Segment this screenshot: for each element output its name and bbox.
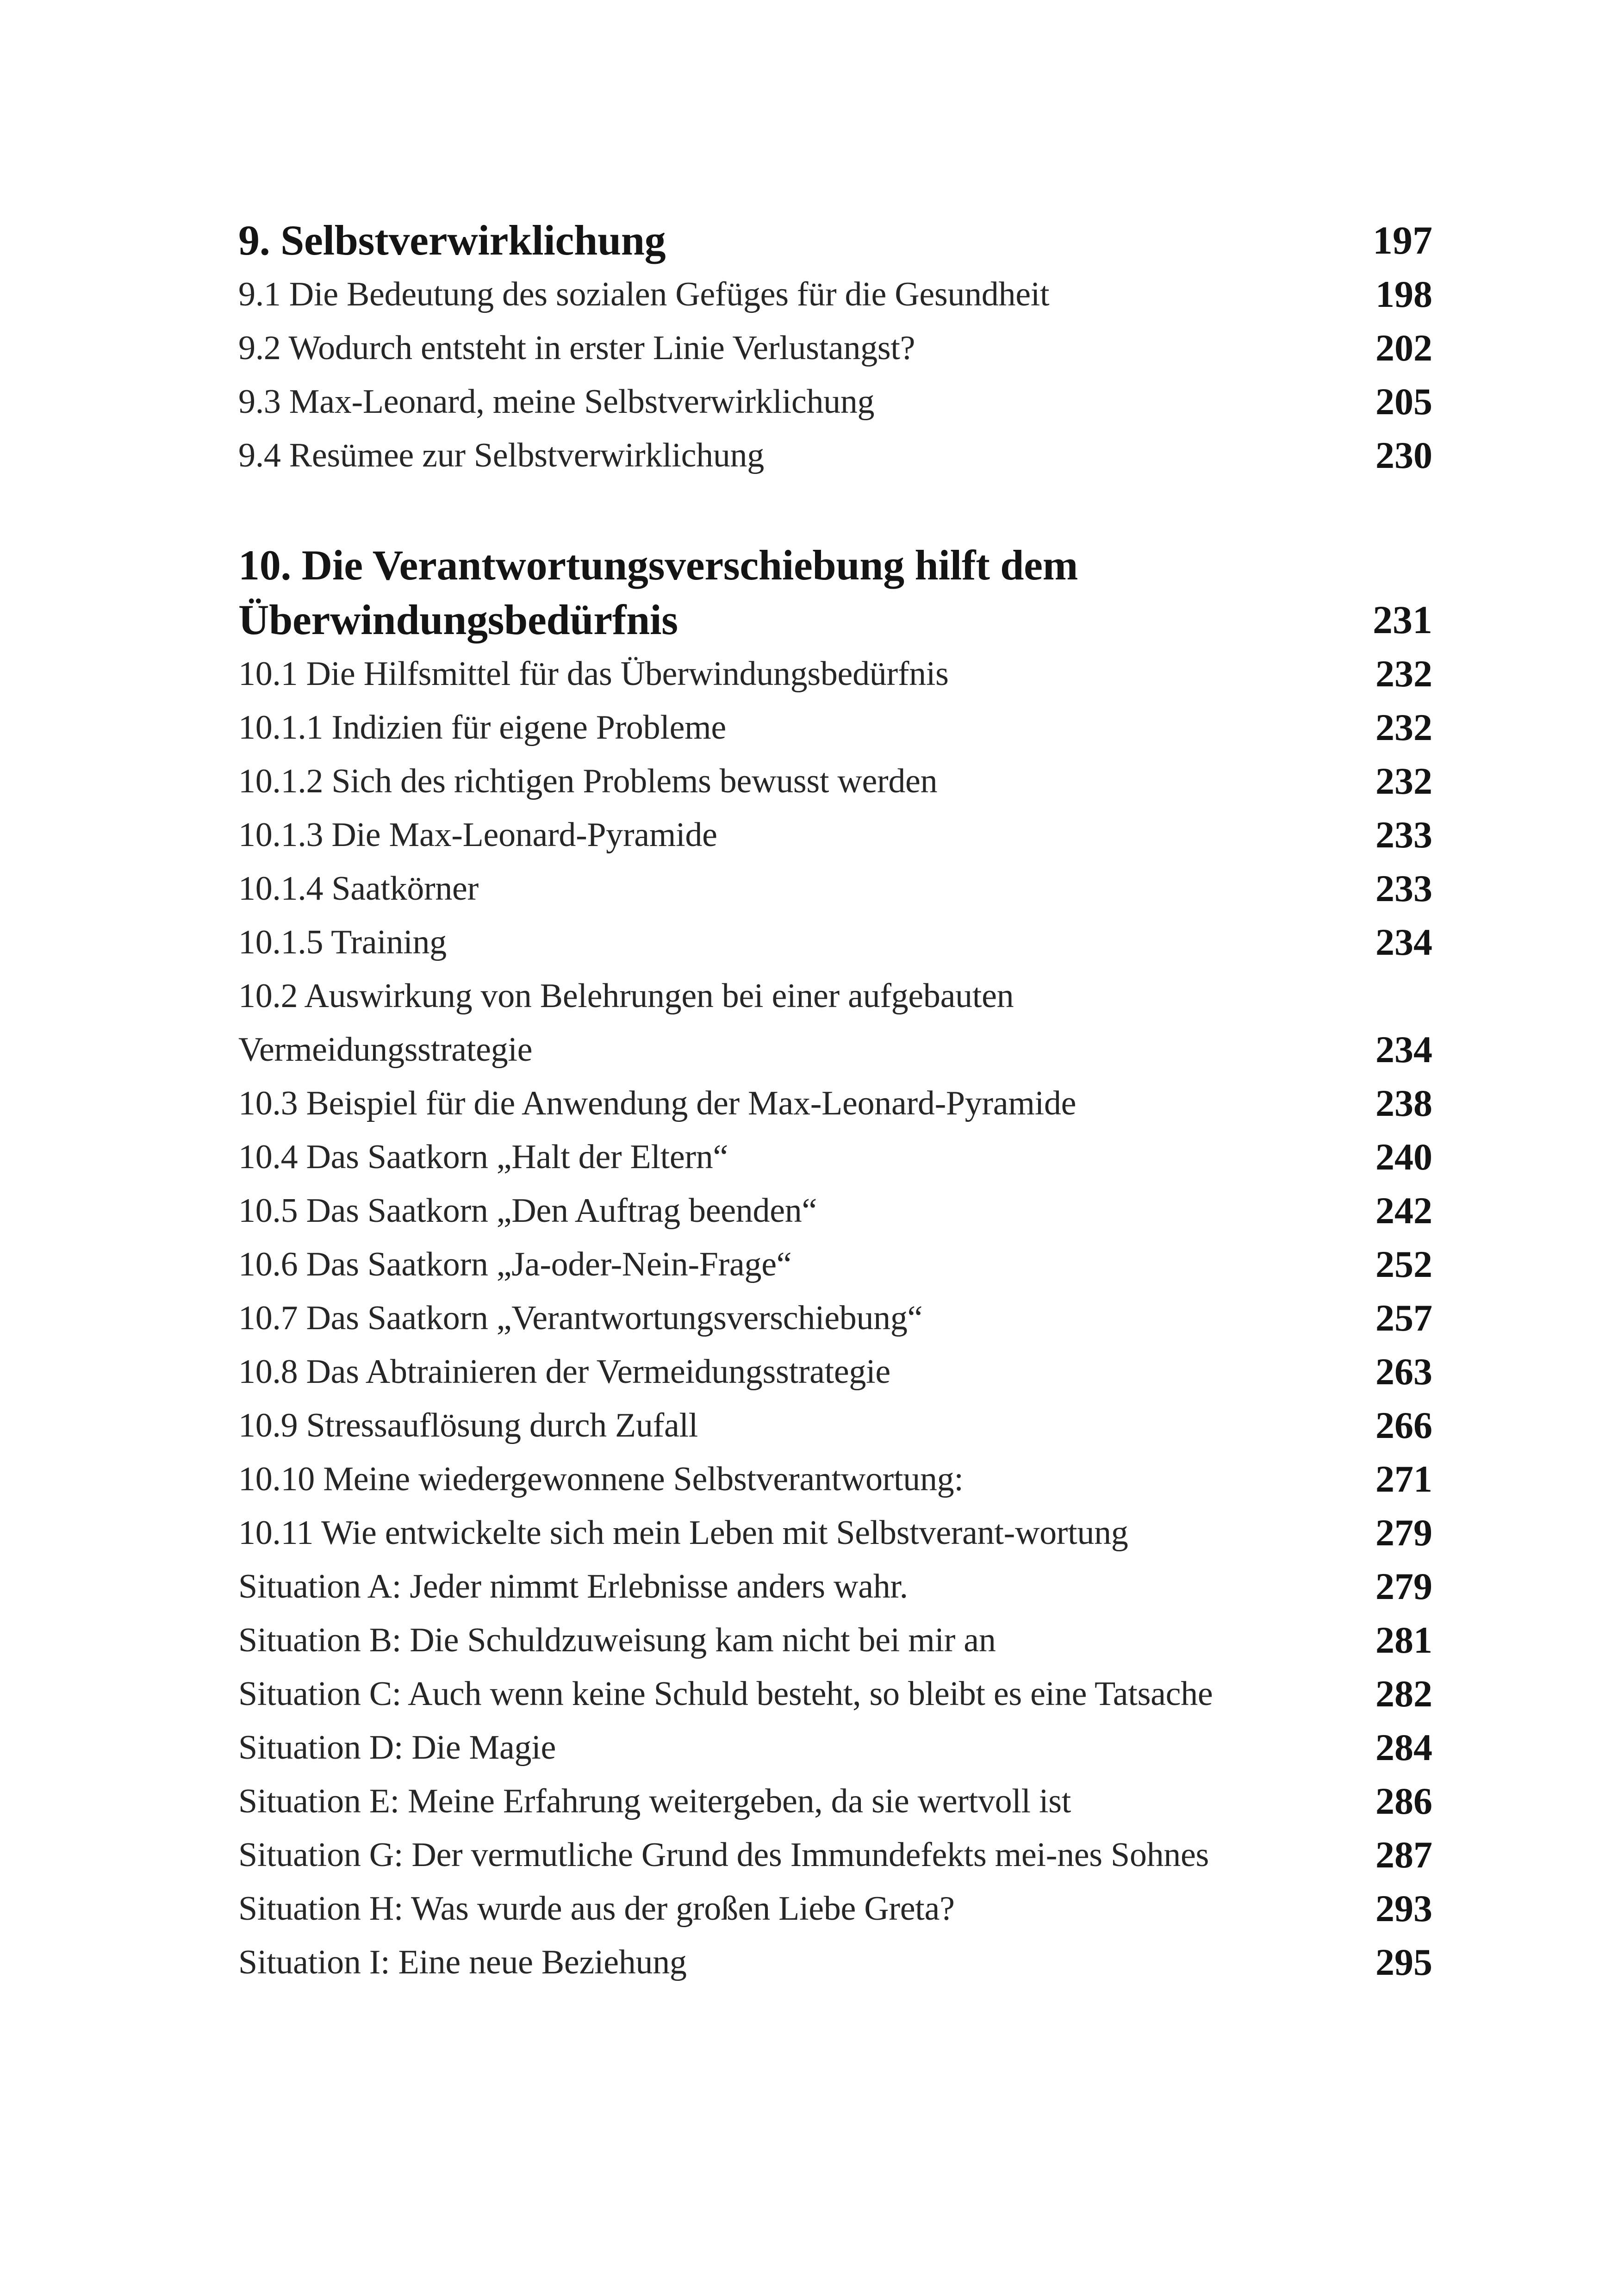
page-number: 233 — [1375, 867, 1432, 909]
page-number: 295 — [1375, 1941, 1432, 1983]
entry-title: 10.1 Die Hilfsmittel für das Überwindungsbedürfnis — [238, 655, 949, 693]
entry-title: 10.8 Das Abtrainieren der Vermeidungsstrategie — [238, 1353, 890, 1391]
page-number: 279 — [1375, 1565, 1432, 1607]
page-number: 233 — [1375, 814, 1432, 856]
entry-title: 10.10 Meine wiedergewonnene Selbstverantwortung: — [238, 1460, 964, 1498]
entry-title: 10.1.2 Sich des richtigen Problems bewusst werden — [238, 762, 938, 800]
page-number: 257 — [1375, 1297, 1432, 1339]
page-number: 205 — [1375, 380, 1432, 423]
page-number: 238 — [1375, 1082, 1432, 1124]
page-number: 284 — [1375, 1726, 1432, 1768]
page-number: 286 — [1375, 1780, 1432, 1822]
page-number: 232 — [1375, 760, 1432, 802]
page-number: 293 — [1375, 1887, 1432, 1929]
toc-entry-line-1[interactable] — [238, 969, 1432, 1023]
toc-entry[interactable] — [238, 1184, 1432, 1238]
entry-title: 9.4 Resümee zur Selbstverwirklichung — [238, 436, 764, 474]
entry-title: 10.5 Das Saatkorn „Den Auftrag beenden“ — [238, 1192, 817, 1230]
entry-title: Vermeidungsstrategie — [238, 1031, 533, 1069]
entry-title: 10.1.1 Indizien für eigene Probleme — [238, 709, 726, 747]
entry-title: 10.3 Beispiel für die Anwendung der Max-Leonard-Pyramide — [238, 1084, 1077, 1122]
toc-entry[interactable] — [238, 1935, 1432, 1989]
chapter-heading-9[interactable] — [238, 213, 1432, 268]
entry-title: 9.2 Wodurch entsteht in erster Linie Verlustangst? — [238, 329, 915, 367]
toc-entry[interactable] — [238, 1721, 1432, 1774]
page-number: 263 — [1375, 1350, 1432, 1393]
page-number: 266 — [1375, 1404, 1432, 1446]
page-number: 281 — [1375, 1619, 1432, 1661]
toc-entry[interactable] — [238, 701, 1432, 754]
entry-title: Situation D: Die Magie — [238, 1729, 556, 1767]
toc-entry[interactable] — [238, 1828, 1432, 1882]
toc-entry-line-2[interactable] — [238, 1023, 1432, 1076]
entry-title: Situation A: Jeder nimmt Erlebnisse anders wahr. — [238, 1568, 908, 1605]
toc-entry[interactable] — [238, 429, 1432, 482]
page-number: 232 — [1375, 653, 1432, 695]
entry-title: 10.1.3 Die Max-Leonard-Pyramide — [238, 816, 717, 854]
toc-entry[interactable] — [238, 1076, 1432, 1130]
page-number: 282 — [1375, 1673, 1432, 1715]
entry-title: 9.3 Max-Leonard, meine Selbstverwirklichung — [238, 383, 875, 421]
entry-title: Situation C: Auch wenn keine Schuld besteht, so bleibt es eine Tatsache — [238, 1675, 1213, 1713]
page-number: 279 — [1375, 1512, 1432, 1554]
entry-title: Situation B: Die Schuldzuweisung kam nicht bei mir an — [238, 1621, 996, 1659]
toc-section-9 — [238, 213, 1432, 482]
entry-title: 10.7 Das Saatkorn „Verantwortungsverschiebung“ — [238, 1299, 923, 1337]
chapter-heading-10-line-2[interactable] — [238, 592, 1432, 647]
toc-entry[interactable] — [238, 1291, 1432, 1345]
page-number: 230 — [1375, 434, 1432, 476]
page-number: 252 — [1375, 1243, 1432, 1285]
toc-entry[interactable] — [238, 1667, 1432, 1721]
toc-entry[interactable] — [238, 754, 1432, 808]
entry-title: 10.6 Das Saatkorn „Ja-oder-Nein-Frage“ — [238, 1245, 792, 1283]
toc-entry[interactable] — [238, 915, 1432, 969]
toc-entry[interactable] — [238, 268, 1432, 321]
chapter-title: 9. Selbstverwirklichung — [238, 217, 666, 264]
toc-section-10 — [238, 538, 1432, 1989]
entry-title: 10.9 Stressauflösung durch Zufall — [238, 1406, 698, 1444]
page-number: 234 — [1375, 1028, 1432, 1070]
page-number: 202 — [1375, 327, 1432, 369]
toc-entry[interactable] — [238, 1130, 1432, 1184]
toc-entry[interactable] — [238, 1506, 1432, 1560]
toc-entry[interactable] — [238, 1774, 1432, 1828]
toc-entry[interactable] — [238, 647, 1432, 701]
page-number: 242 — [1375, 1189, 1432, 1232]
entry-title: 10.1.5 Training — [238, 923, 447, 961]
toc-entry[interactable] — [238, 808, 1432, 862]
chapter-title: Überwindungsbedürfnis — [238, 596, 678, 643]
page-number: 287 — [1375, 1834, 1432, 1876]
page-number: 231 — [1373, 597, 1432, 642]
toc-entry[interactable] — [238, 375, 1432, 429]
entry-title: Situation E: Meine Erfahrung weitergeben, da sie wertvoll ist — [238, 1782, 1071, 1820]
toc-entry[interactable] — [238, 1613, 1432, 1667]
toc-entry[interactable] — [238, 321, 1432, 375]
toc-entry[interactable] — [238, 1452, 1432, 1506]
entry-title: 9.1 Die Bedeutung des sozialen Gefüges für die Gesundheit — [238, 275, 1050, 313]
toc-entry[interactable] — [238, 1560, 1432, 1613]
entry-title: Situation I: Eine neue Beziehung — [238, 1943, 687, 1981]
entry-title: 10.2 Auswirkung von Belehrungen bei einer aufgebauten — [238, 977, 1014, 1015]
toc-entry[interactable] — [238, 1882, 1432, 1935]
entry-title: Situation G: Der vermutliche Grund des Immundefekts mei-nes Sohnes — [238, 1836, 1209, 1874]
entry-title: Situation H: Was wurde aus der großen Liebe Greta? — [238, 1890, 955, 1928]
page-number: 240 — [1375, 1136, 1432, 1178]
toc-entry[interactable] — [238, 1399, 1432, 1452]
page-number: 234 — [1375, 921, 1432, 963]
page-number: 271 — [1375, 1458, 1432, 1500]
chapter-heading-10-line-1[interactable] — [238, 538, 1432, 592]
entry-title: 10.1.4 Saatkörner — [238, 870, 479, 908]
toc-entry[interactable] — [238, 1238, 1432, 1291]
chapter-title: 10. Die Verantwortungsverschiebung hilft dem — [238, 541, 1078, 589]
table-of-contents-page — [238, 213, 1432, 1989]
entry-title: 10.11 Wie entwickelte sich mein Leben mit Selbstverant-wortung — [238, 1514, 1128, 1552]
toc-entry[interactable] — [238, 862, 1432, 915]
page-number: 232 — [1375, 706, 1432, 748]
toc-entry[interactable] — [238, 1345, 1432, 1399]
page-number: 197 — [1373, 218, 1432, 262]
page-number: 198 — [1375, 273, 1432, 315]
entry-title: 10.4 Das Saatkorn „Halt der Eltern“ — [238, 1138, 728, 1176]
